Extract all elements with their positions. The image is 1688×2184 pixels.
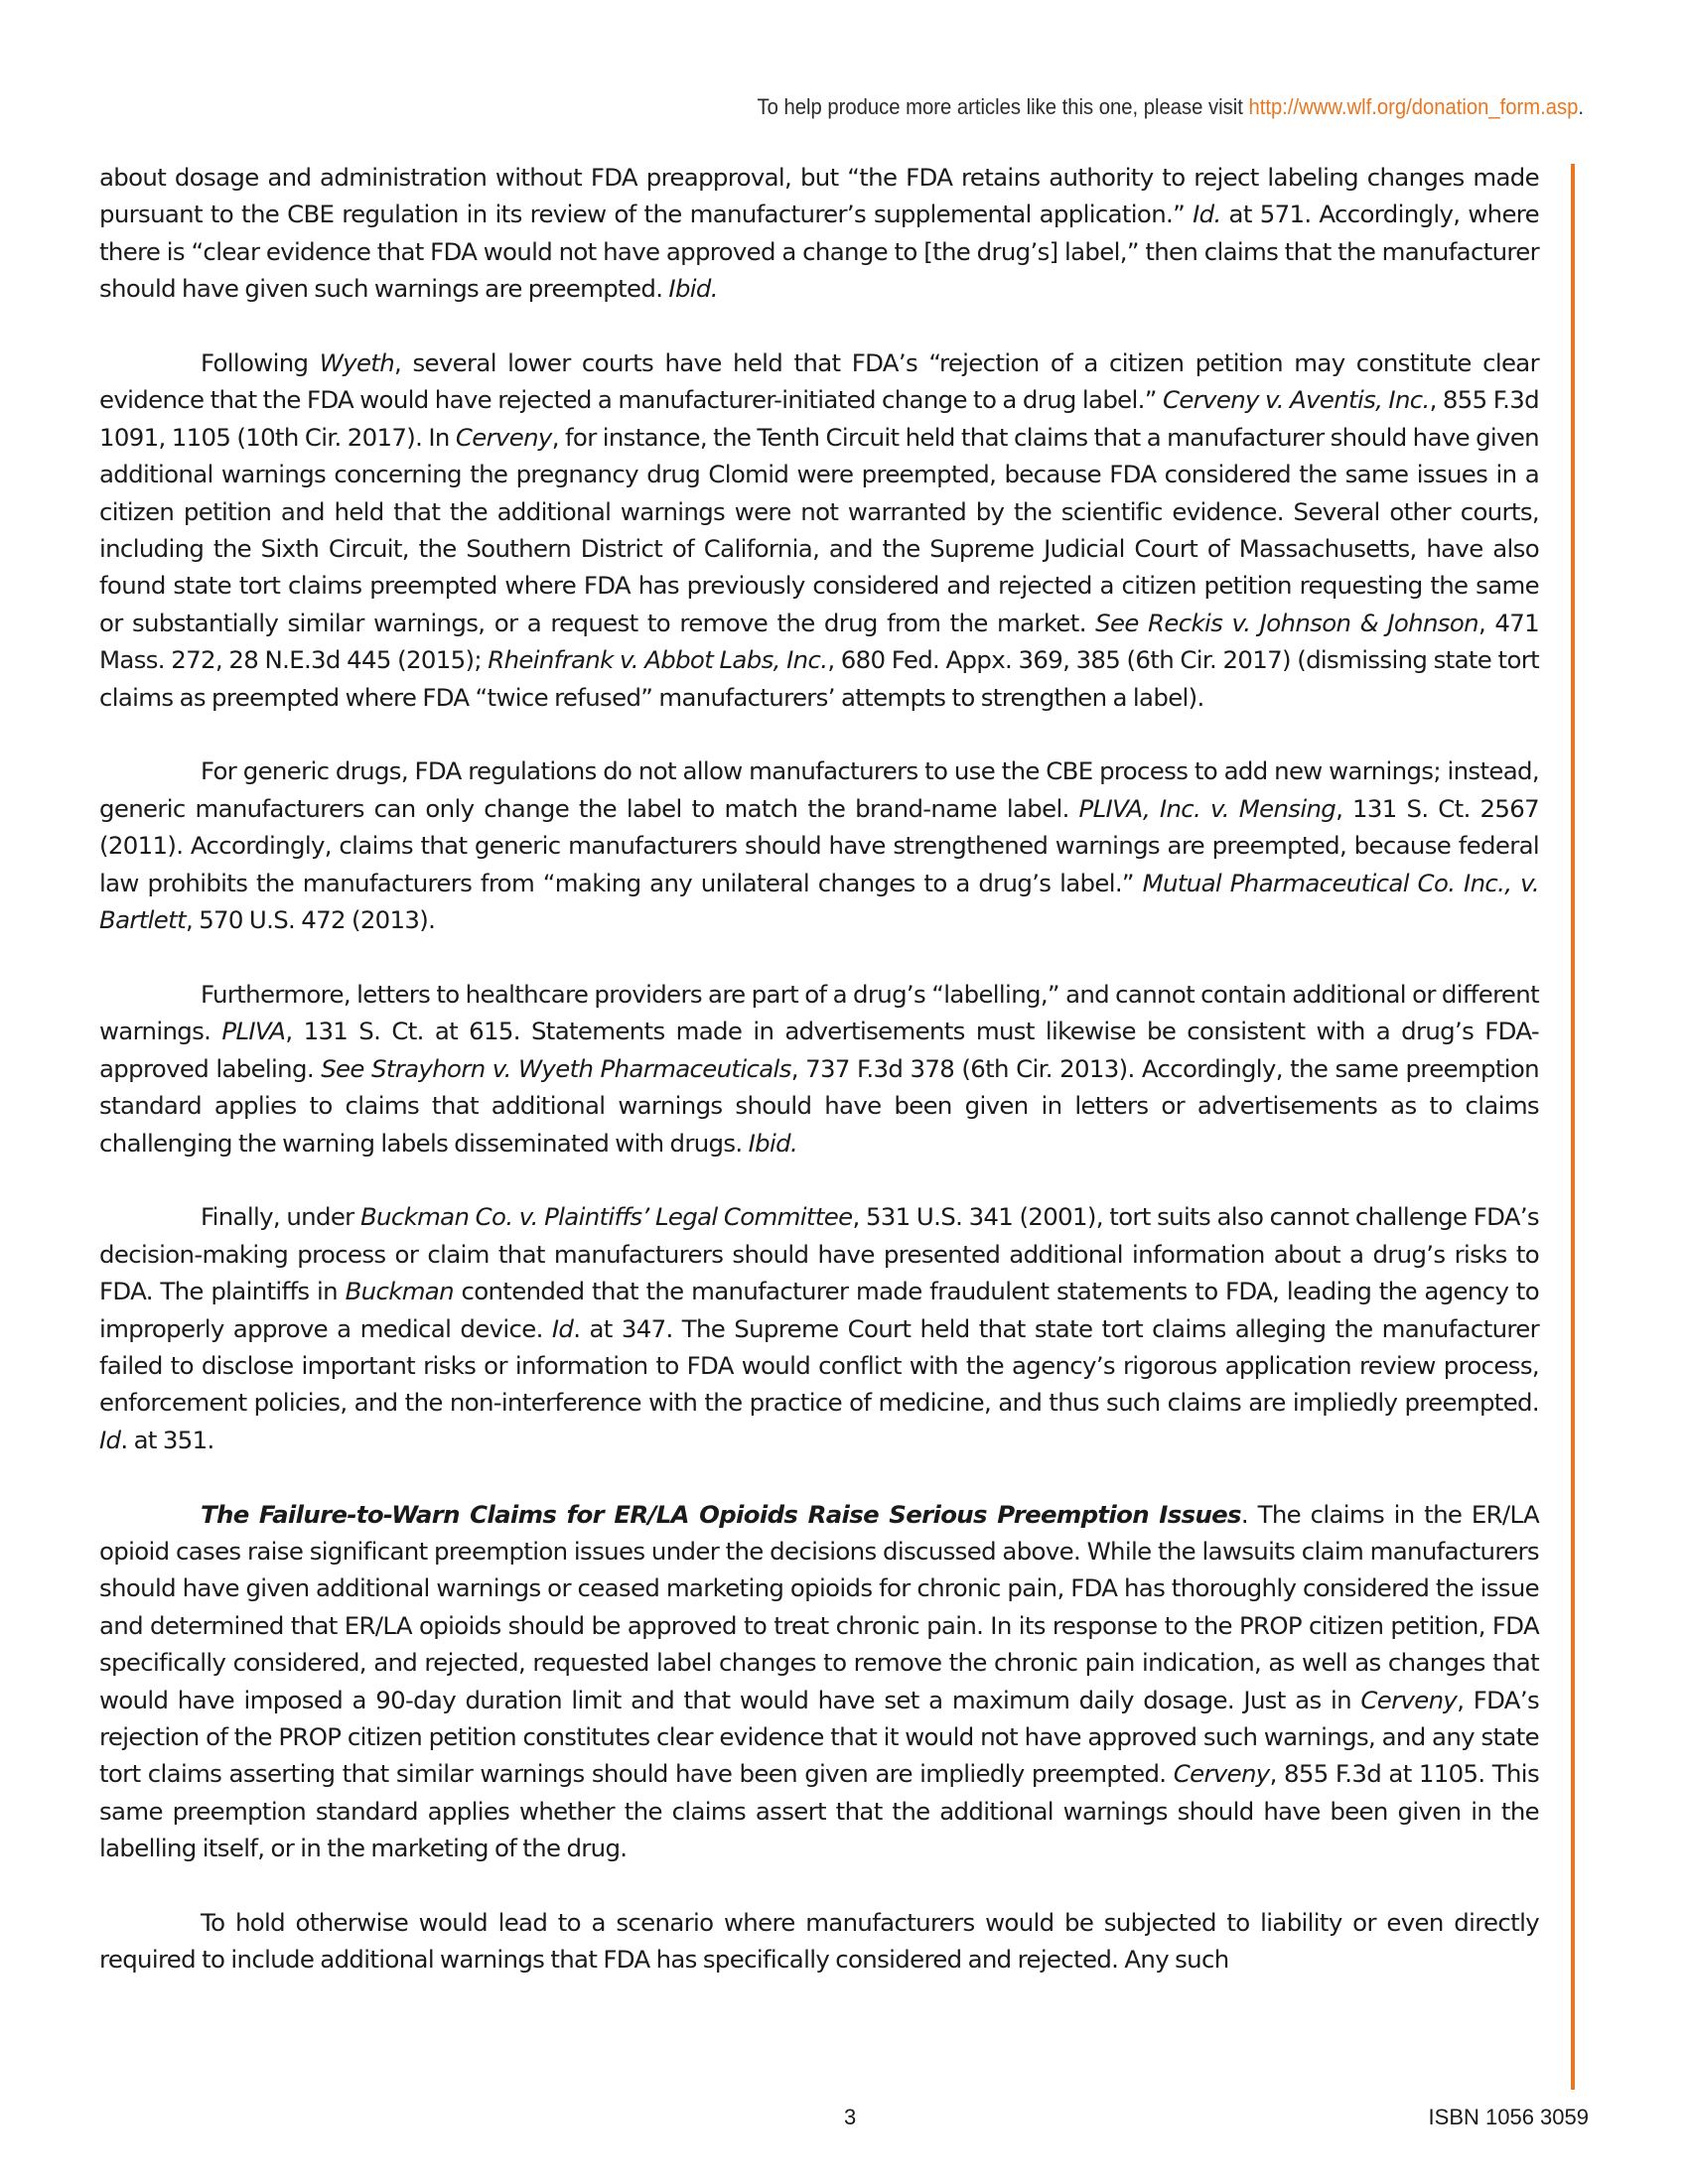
- text-run: about dosage and administration without FDA preapproval, but “the FDA retains authority to reject labeling changes made pursuant to the CBE regulation in its review of the manufacturer’s supplemental application.”: [99, 163, 1539, 229]
- text-run: , for instance, the Tenth Circuit held that claims that a manufacturer should have given additional warnings concerning the pregnancy drug Clomid were preempted, because FDA considered the same issues in a citizen petition and held that the additional warnings were not warranted by the scientific evidence. Several other courts, including the Sixth Circuit, the Southern District of California, and the Supreme Judicial Court of Massachusetts, have also found state tort claims preempted where FDA has previously considered and rejected a citizen petition requesting the same or substantially similar warnings, or a request to remove the drug from the market.: [99, 422, 1539, 637]
- citation: PLIVA, Inc. v. Mensing: [1078, 793, 1336, 823]
- paragraph-buckman: [99, 1198, 1539, 1458]
- text-run: , 680 Fed. Appx. 369, 385 (6th Cir. 2017) (dismissing state tort claims as preempted where FDA “twice refused” manufacturers’ attempts to strengthen a label).: [99, 645, 1540, 712]
- paragraph-generic-drugs: [99, 752, 1539, 938]
- citation: Mutual Pharmaceutical Co. Inc., v. Bartlett: [99, 868, 1539, 935]
- citation: Cerveny v. Aventis, Inc.: [1162, 385, 1430, 415]
- citation: Ibid.: [748, 1128, 798, 1158]
- paragraph-wyeth: [99, 344, 1539, 716]
- text-run: at 571. Accordingly, where there is “clear evidence that FDA would not have approved a change to [the drug’s] label,” then claims that the manufacturer should have given such warnings are preempted.: [99, 200, 1539, 304]
- paragraph-continuation: [99, 159, 1539, 308]
- citation: Cerveny: [1173, 1759, 1270, 1789]
- citation: PLIVA: [221, 1017, 286, 1046]
- text-run: , 737 F.3d 378 (6th Cir. 2013). Accordingly, the same preemption standard applies to claims that additional warnings should have been given in letters or advertisements as to claims challenging the warning labels disseminated with drugs.: [99, 1053, 1539, 1158]
- text-run: , 131 S. Ct. at 615. Statements made in advertisements must likewise be consistent with a drug’s FDA-approved labeling.: [99, 1017, 1539, 1083]
- text-run: . at 351.: [120, 1425, 214, 1454]
- donation-link[interactable]: http://www.wlf.org/donation_form.asp: [1248, 94, 1579, 119]
- donation-header: [218, 94, 1584, 120]
- text-run: , 855 F.3d at 1105. This same preemption standard applies whether the claims assert that the additional warnings should have been given in the labelling itself, or in the marketing of the drug.: [99, 1759, 1539, 1863]
- section-heading: The Failure-to-Warn Claims for ER/LA Opioids Raise Serious Preemption Issues: [201, 1499, 1241, 1529]
- text-run: Furthermore, letters to healthcare providers are part of a drug’s “labelling,” and cannot contain additional or different warnings.: [99, 979, 1539, 1046]
- citation: Rheinfrank v. Abbot Labs, Inc.: [488, 645, 828, 675]
- citation: Ibid.: [668, 274, 718, 304]
- header-suffix: .: [1578, 94, 1584, 119]
- citation: See Reckis v. Johnson & Johnson: [1095, 608, 1478, 637]
- text-run: . at 347. The Supreme Court held that state tort claims alleging the manufacturer failed to disclose important risks or information to FDA would conflict with the agency’s rigorous application review process, enforcement policies, and the non-interference with the practice of medicine, and thus such claims are impliedly preempted.: [99, 1313, 1539, 1418]
- citation: See Strayhorn v. Wyeth Pharmaceuticals: [321, 1053, 791, 1083]
- page-number: 3: [844, 2105, 857, 2129]
- paragraph-otherwise: [99, 1904, 1539, 1979]
- text-run: , 531 U.S. 341 (2001), tort suits also cannot challenge FDA’s decision-making process or claim that manufacturers should have presented additional information about a drug’s risks to FDA. The plaintiffs in: [99, 1202, 1539, 1306]
- text-run: Finally, under: [201, 1202, 360, 1232]
- citation: Cerveny: [1360, 1685, 1458, 1714]
- citation: Cerveny: [455, 422, 552, 452]
- citation: Buckman: [345, 1277, 454, 1306]
- text-run: , FDA’s rejection of the PROP citizen petition constitutes clear evidence that it would not have approved such warnings, and any state tort claims asserting that similar warnings should have been given are impliedly preempted.: [99, 1685, 1540, 1789]
- citation: Id: [551, 1313, 574, 1343]
- text-run: contended that the manufacturer made fraudulent statements to FDA, leading the agency to improperly approve a medical device.: [99, 1277, 1539, 1343]
- text-run: For generic drugs, FDA regulations do not allow manufacturers to use the CBE process to add new warnings; instead, generic manufacturers can only change the label to match the brand-name label.: [99, 756, 1539, 823]
- citation: Wyeth: [319, 348, 395, 378]
- orange-margin-rule: [1571, 164, 1575, 2090]
- paragraph-opioids: [99, 1496, 1539, 1867]
- article-body: [99, 159, 1539, 2015]
- text-run: , 570 U.S. 472 (2013).: [185, 905, 436, 935]
- text-run: , 471 Mass. 272, 28 N.E.3d 445 (2015);: [99, 608, 1539, 675]
- citation: Id.: [1193, 200, 1221, 229]
- text-run: Following: [201, 348, 320, 378]
- citation: Buckman Co. v. Plaintiffs’ Legal Committee: [359, 1202, 853, 1232]
- isbn-label: ISBN 1056 3059: [1428, 2105, 1589, 2129]
- text-run: , 131 S. Ct. 2567 (2011). Accordingly, claims that generic manufacturers should have strengthened warnings are preempted, because federal law prohibits the manufacturers from “making any unilateral changes to a drug’s label.”: [99, 793, 1539, 897]
- text-run: , several lower courts have held that FDA’s “rejection of a citizen petition may constitute clear evidence that the FDA would have rejected a manufacturer-initiated change to a drug label.”: [99, 348, 1539, 415]
- citation: Id: [99, 1425, 121, 1454]
- paragraph-letters: [99, 976, 1539, 1161]
- text-run: , 855 F.3d 1091, 1105 (10th Cir. 2017). In: [99, 385, 1539, 452]
- text-run: . The claims in the ER/LA opioid cases raise significant preemption issues under the decisions discussed above. While the lawsuits claim manufacturers should have given additional warnings or ceased marketing opioids for chronic pain, FDA has thoroughly considered the issue and determined that ER/LA opioids should be approved to treat chronic pain. In its response to the PROP citizen petition, FDA specifically considered, and rejected, requested label changes to remove the chronic pain indication, as well as changes that would have imposed a 90-day duration limit and that would have set a maximum daily dosage. Just as in: [99, 1499, 1539, 1714]
- text-run: To hold otherwise would lead to a scenario where manufacturers would be subjected to liability or even directly required to include additional warnings that FDA has specifically considered and rejected. Any such: [99, 1908, 1539, 1975]
- header-text: To help produce more articles like this one, please visit: [757, 94, 1249, 119]
